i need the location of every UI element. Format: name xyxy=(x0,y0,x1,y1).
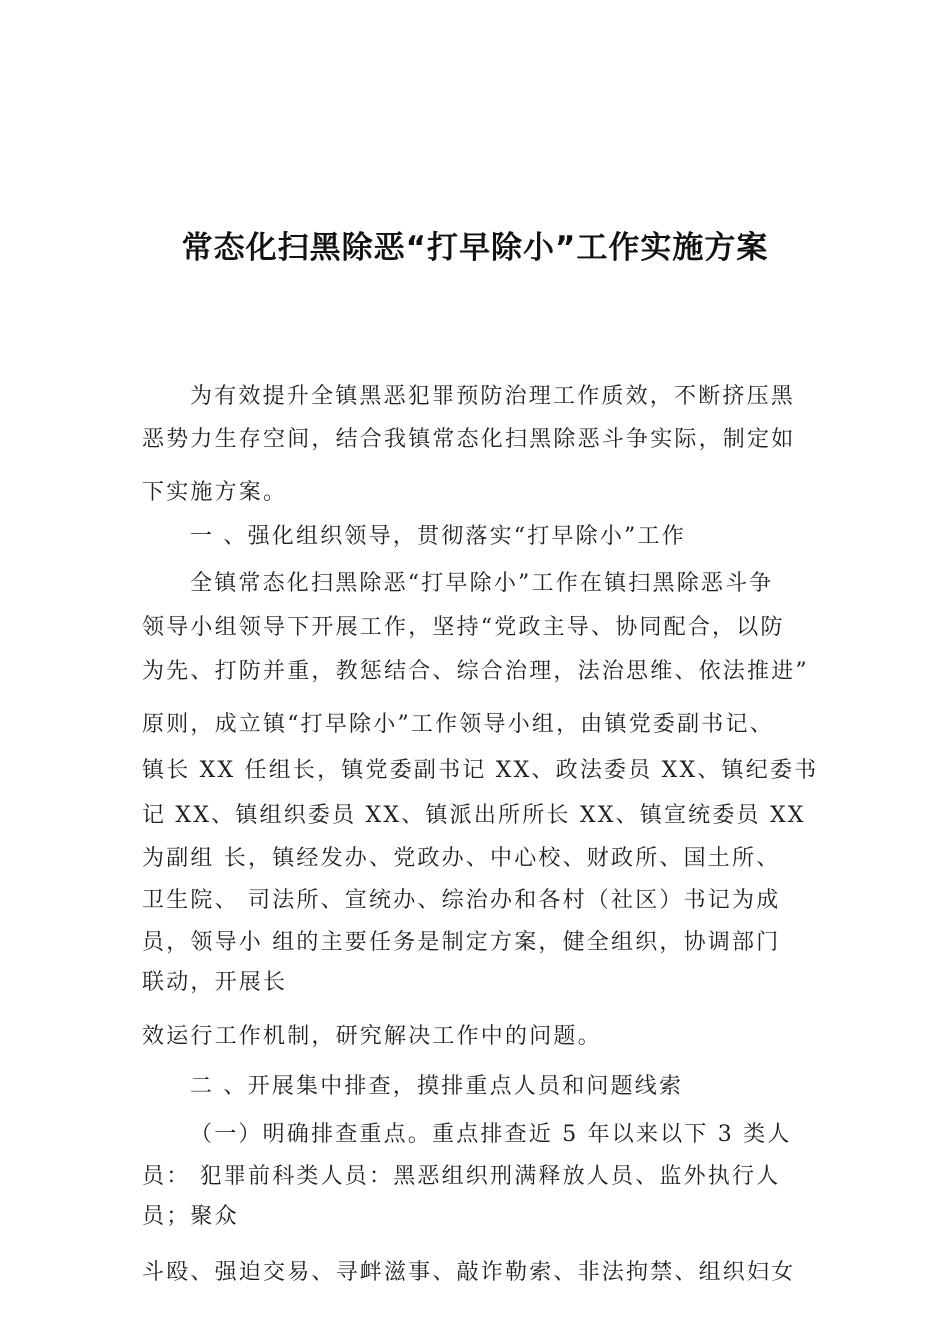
section-heading: 二 、开展集中排查，摸排重点人员和问题线索 xyxy=(190,1074,684,1099)
document-title: 常态化扫黑除恶“打早除小”工作实施方案 xyxy=(181,230,769,266)
paragraph-line: 全镇常态化扫黑除恶“打早除小”工作在镇扫黑除恶斗争 xyxy=(190,571,774,596)
section-heading: 一 、强化组织领导，贯彻落实“打早除小”工作 xyxy=(190,524,686,549)
paragraph-line: 镇长 XX 任组长，镇党委副书记 XX、政法委员 XX、镇纪委书 xyxy=(142,758,819,783)
paragraph-line: （一）明确排查重点。重点排查近 5 年以来以下 3 类人 xyxy=(190,1122,792,1147)
paragraph-line: 员： 犯罪前科类人员：黑恶组织刑满释放人员、监外执行人 xyxy=(142,1164,781,1189)
paragraph-line: 斗殴、强迫交易、寻衅滋事、敲诈勒索、非法拘禁、组织妇女 xyxy=(142,1260,796,1285)
paragraph-line: 效运行工作机制，研究解决工作中的问题。 xyxy=(142,1024,602,1049)
paragraph-line: 为先、打防并重，教惩结合、综合治理，法治思维、依法推进” xyxy=(142,659,809,684)
paragraph-line: 下实施方案。 xyxy=(142,480,288,505)
paragraph-line: 联动，开展长 xyxy=(142,970,288,995)
paragraph-line: 为有效提升全镇黑恶犯罪预防治理工作质效，不断挤压黑 xyxy=(190,384,796,409)
paragraph-line: 领导小组领导下开展工作，坚持“党政主导、协同配合，以防 xyxy=(142,615,785,640)
paragraph-line: 原则，成立镇“打早除小”工作领导小组，由镇党委副书记、 xyxy=(142,712,774,737)
paragraph-line: 员，领导小 组的主要任务是制定方案，健全组织，协调部门 xyxy=(142,930,781,955)
paragraph-line: 恶势力生存空间，结合我镇常态化扫黑除恶斗争实际，制定如 xyxy=(142,427,796,452)
paragraph-line: 为副组 长，镇经发办、党政办、中心校、财政所、国土所、 xyxy=(142,846,781,871)
paragraph-line: 卫生院、 司法所、宣统办、综治办和各村（社区）书记为成 xyxy=(142,888,781,913)
paragraph-line: 记 XX、镇组织委员 XX、镇派出所所长 XX、镇宣统委员 XX xyxy=(142,803,806,828)
paragraph-line: 员；聚众 xyxy=(142,1204,239,1229)
